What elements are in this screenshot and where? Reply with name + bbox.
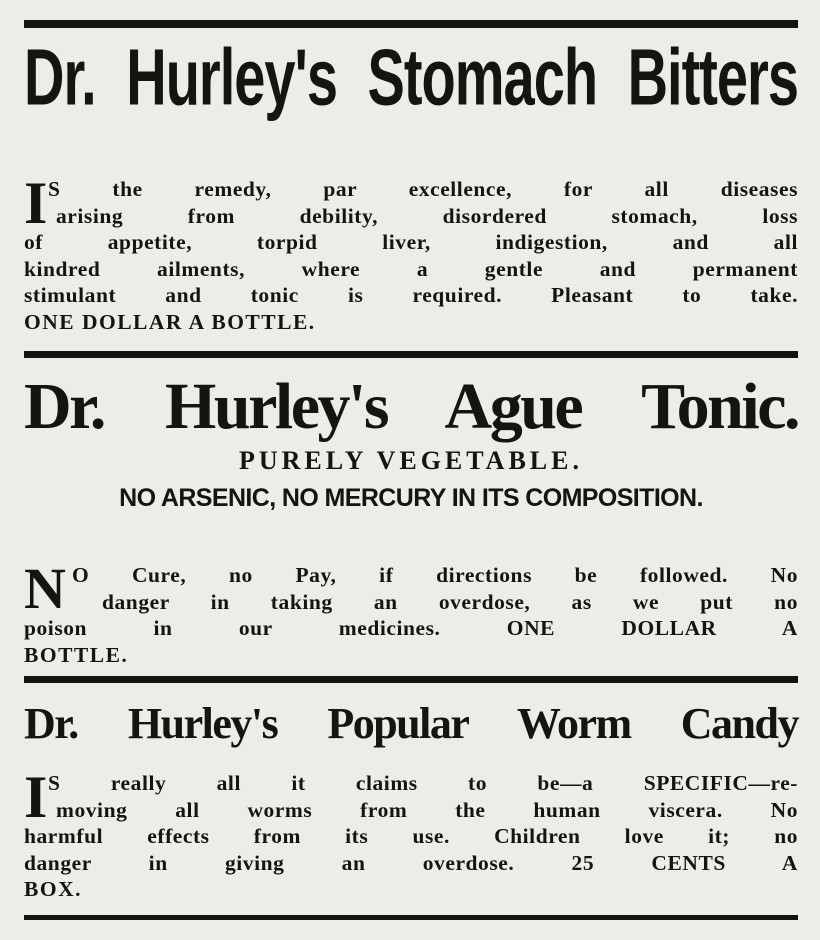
drop-cap: I: [24, 170, 48, 236]
body-line: arising from debility, disordered stomach, loss: [56, 203, 798, 228]
ad-ague-tonic: [24, 372, 798, 514]
body-line: kindred ailments, where a gentle and permanent: [24, 256, 798, 281]
drop-cap: N: [24, 556, 67, 621]
ad-subtitle: NO ARSENIC, NO MERCURY IN ITS COMPOSITION.: [119, 484, 703, 512]
body-line: of appetite, torpid liver, indigestion, and all: [24, 230, 798, 254]
ad-stomach-bitters: [24, 32, 798, 122]
drop-cap: I: [24, 764, 48, 830]
body-line: stimulant and tonic is required. Pleasant to take.: [24, 283, 798, 307]
divider-rule: [24, 351, 798, 358]
price-line: BOTTLE.: [24, 642, 129, 667]
body-line: O Cure, no Pay, if directions be followed. No: [72, 563, 798, 587]
ad-ague-tonic-body: [24, 556, 798, 668]
divider-rule: [24, 676, 798, 683]
body-line: poison in our medicines. ONE DOLLAR A: [24, 616, 798, 640]
ad-subtitle: PURELY VEGETABLE.: [239, 446, 583, 475]
ad-worm-candy: [24, 700, 798, 748]
price-line: BOX.: [24, 877, 82, 901]
ad-title: Dr. Hurley's Ague Tonic.: [24, 370, 798, 443]
price-line: ONE DOLLAR A BOTTLE.: [24, 309, 316, 334]
top-rule: [24, 20, 798, 28]
body-line: S really all it claims to be—a SPECIFIC—re-: [48, 771, 798, 795]
body-line: harmful effects from its use. Children love it; no: [24, 824, 798, 848]
body-line: danger in taking an overdose, as we put no: [102, 589, 798, 614]
ad-worm-candy-body: [24, 764, 798, 903]
bottom-rule: [24, 915, 798, 920]
body-line: danger in giving an overdose. 25 CENTS A: [24, 850, 798, 875]
ad-title: Dr. Hurley's Stomach Bitters: [24, 32, 798, 122]
body-line: moving all worms from the human viscera. No: [56, 797, 798, 822]
ad-stomach-bitters-body: [24, 170, 798, 335]
ad-title: Dr. Hurley's Popular Worm Candy: [24, 699, 798, 748]
body-line: S the remedy, par excellence, for all diseases: [48, 177, 798, 201]
